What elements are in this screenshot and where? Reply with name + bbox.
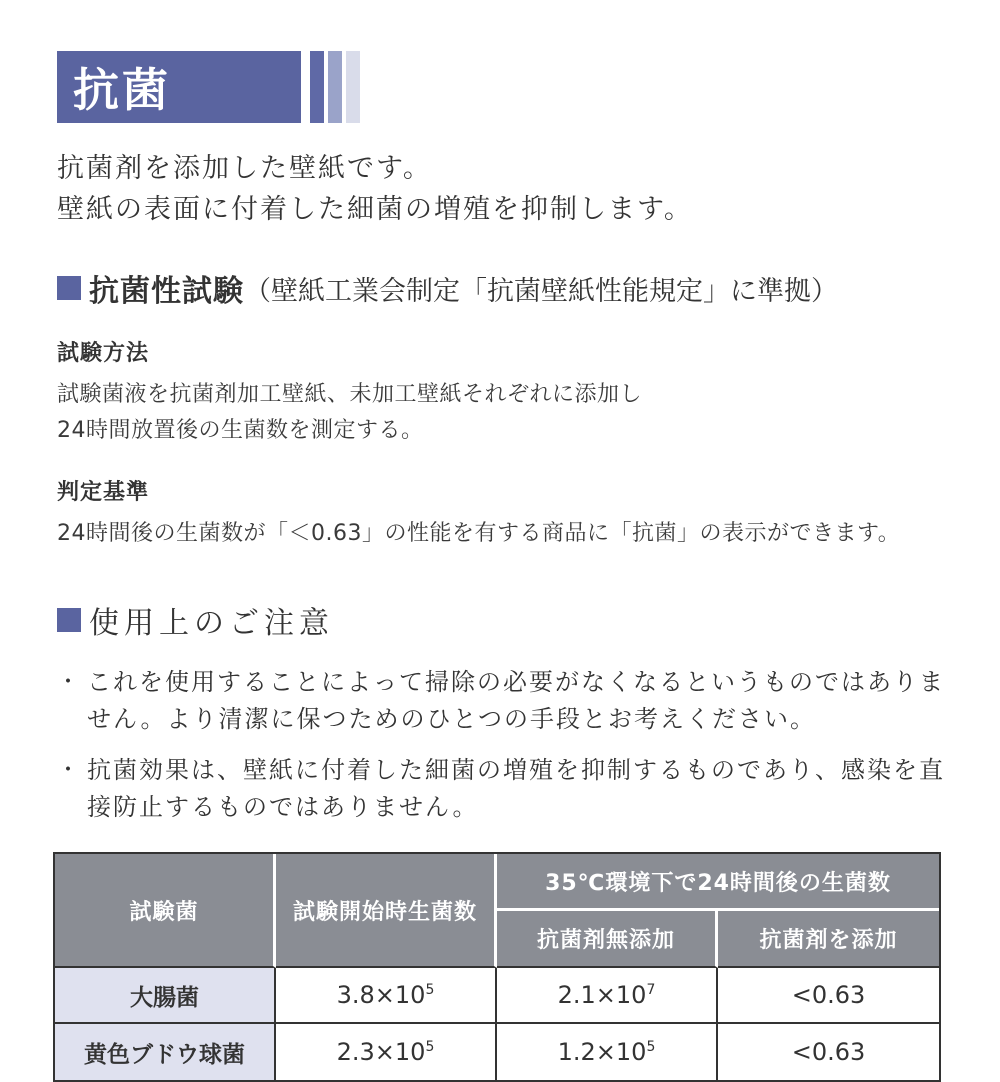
notes-bullet-list (57, 664, 960, 826)
banner-bar (57, 51, 301, 123)
table-cell-ecoli-no-additive (497, 968, 718, 1024)
title-banner (57, 51, 960, 123)
cell-value: 2.3×10 (336, 1038, 426, 1066)
criteria-text (57, 516, 960, 552)
table-cell-ecoli-start (276, 968, 497, 1024)
intro-line-2: 壁紙の表面に付着した細菌の増殖を抑制します。 (57, 194, 693, 225)
column-header-after-24h: 35℃環境下で24時間後の生菌数 (497, 854, 939, 911)
section-test-title: 抗菌性試験 (89, 274, 244, 309)
bullet-text-1: これを使用することによって掃除の必要がなくなるというものではありません。より清潔に保つためのひとつの手段とお考えください。 (87, 668, 945, 733)
table-grid (55, 854, 939, 1080)
table-cell-staph-no-additive (497, 1024, 718, 1080)
row-label-staph: 黄色ブドウ球菌 (55, 1024, 276, 1080)
section-square-icon (57, 608, 81, 632)
cell-exponent: 5 (646, 1039, 656, 1055)
column-header-with-additive: 抗菌剤を添加 (718, 911, 939, 968)
section-notes-title: 使用上のご注意 (89, 606, 334, 641)
section-square-icon (57, 276, 81, 300)
column-header-start-count: 試験開始時生菌数 (276, 854, 497, 968)
column-header-no-additive: 抗菌剤無添加 (497, 911, 718, 968)
column-header-bacteria: 試験菌 (55, 854, 276, 968)
test-results-table (53, 852, 941, 1082)
list-item (57, 752, 960, 826)
test-method-line-2: 24時間放置後の生菌数を測定する。 (57, 418, 424, 443)
section-notes-heading (57, 598, 960, 642)
bullet-text-2: 抗菌効果は、壁紙に付着した細菌の増殖を抑制するものであり、感染を直接防止するものではありません。 (87, 756, 945, 821)
cell-exponent: 5 (425, 982, 435, 998)
cell-value: 1.2×10 (557, 1038, 647, 1066)
banner-stripe-medium (328, 51, 342, 123)
page-title: 抗菌 (73, 63, 171, 117)
intro-paragraph (57, 148, 960, 230)
bullet-dot: ・ (57, 758, 80, 783)
cell-value: <0.63 (791, 981, 866, 1009)
test-method-line-1: 試験菌液を抗菌剤加工壁紙、未加工壁紙それぞれに添加し (57, 382, 643, 407)
cell-value: <0.63 (791, 1038, 866, 1066)
test-method-label: 試験方法 (57, 341, 150, 366)
cell-value: 3.8×10 (336, 981, 426, 1009)
table-cell-ecoli-with-additive (718, 968, 939, 1024)
cell-value: 2.1×10 (557, 981, 647, 1009)
cell-exponent: 7 (646, 982, 656, 998)
list-item (57, 664, 960, 738)
banner-stripe-light (346, 51, 360, 123)
criteria-line-1: 24時間後の生菌数が「＜0.63」の性能を有する商品に「抗菌」の表示ができます。 (57, 521, 901, 546)
table-cell-staph-start (276, 1024, 497, 1080)
row-label-ecoli: 大腸菌 (55, 968, 276, 1024)
section-test-heading (57, 266, 960, 310)
section-test-note: （壁紙工業会制定「抗菌壁紙性能規定」に準拠） (244, 275, 838, 307)
table-cell-staph-with-additive (718, 1024, 939, 1080)
banner-stripe-dark (310, 51, 324, 123)
cell-exponent: 5 (425, 1039, 435, 1055)
test-method-text (57, 377, 960, 449)
bullet-dot: ・ (57, 670, 80, 695)
intro-line-1: 抗菌剤を添加した壁紙です。 (57, 153, 432, 184)
criteria-label: 判定基準 (57, 480, 150, 505)
